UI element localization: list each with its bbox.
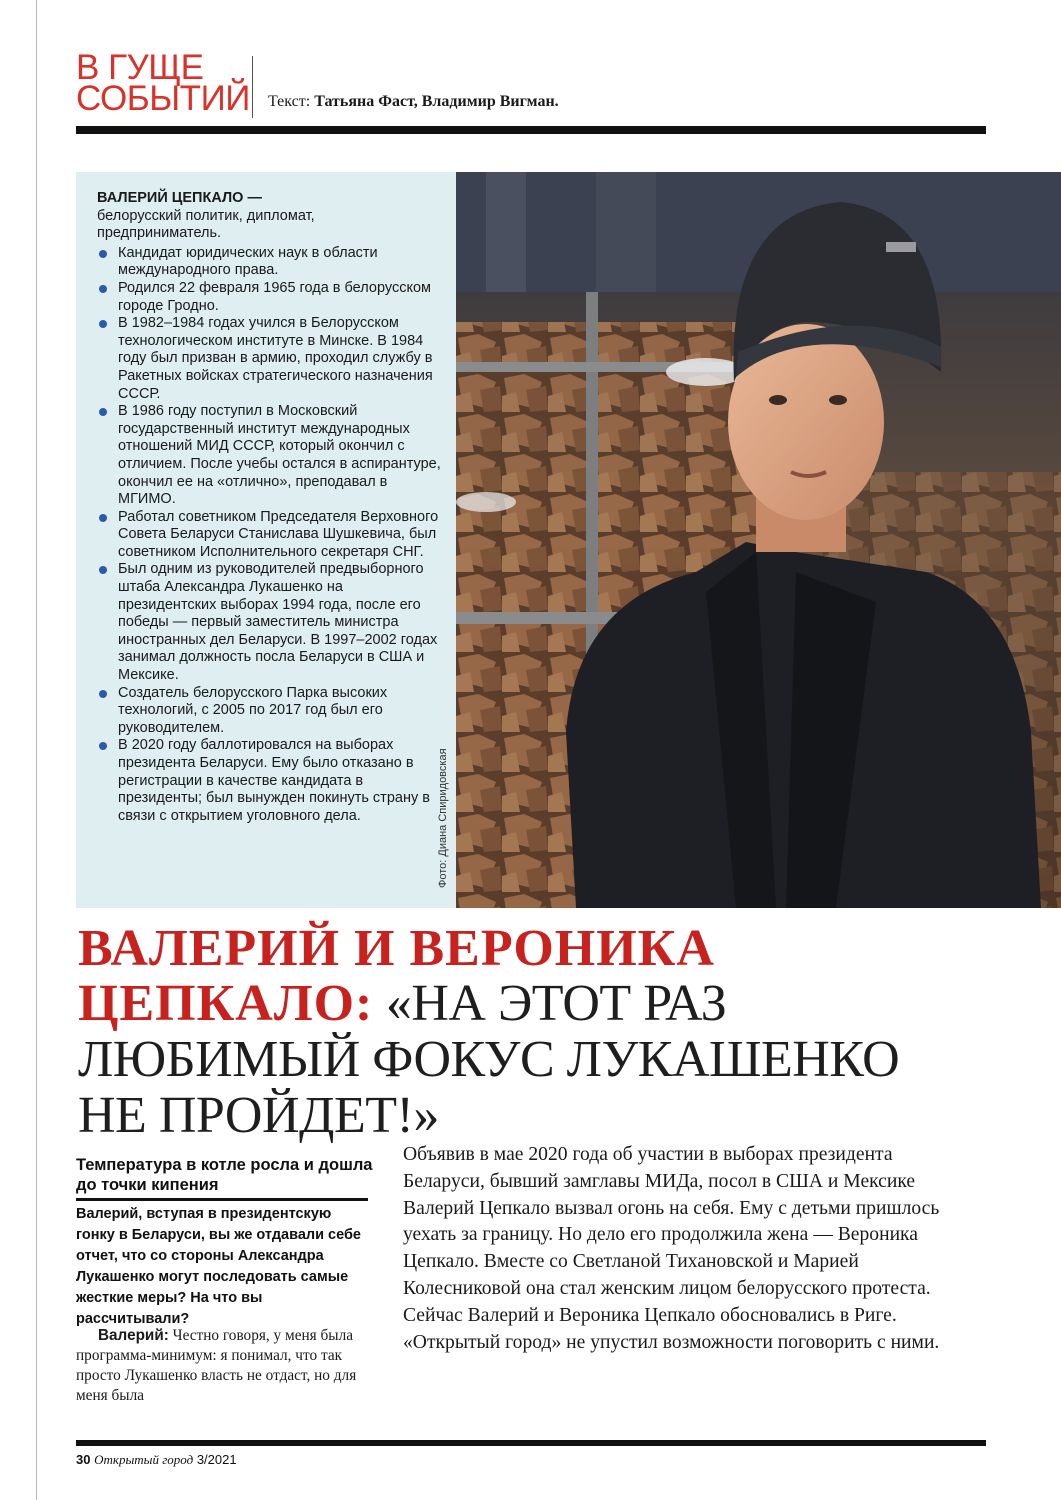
interview-question: Валерий, вступая в президентскую гонку в Беларуси, вы же отдавали себе отчет, что со стороны Александра Лукашенко могут последовать самые жесткие меры? На что вы рассчитывали?: [76, 1206, 362, 1327]
bio-list: [97, 245, 442, 826]
bio-item: Родился 22 февраля 1965 года в белорусском городе Гродно.: [97, 280, 442, 315]
magazine-name: Открытый город: [94, 1452, 194, 1467]
bio-item: В 1986 году поступил в Московский государственный институт международных отношений МИД СССР, который окончил с отличием. После учебы остался в аспирантуре, окончил ее на «отлично», преподавал в МГИМО.: [97, 403, 442, 509]
photo-credit-text: Фото: Диана Спиридовская: [437, 748, 449, 888]
answer-text: Честно говоря, у меня была программа-минимум: я понимал, что так просто Лукашенко власть не отдаст, но для меня была: [76, 1327, 357, 1404]
portrait-illustration: [456, 172, 1061, 908]
bio-box: [76, 172, 456, 908]
rubric-divider: [252, 56, 253, 118]
title-line-3: ЛЮБИМЫЙ ФОКУС ЛУКАШЕНКО: [78, 1031, 900, 1088]
bio-item: Кандидат юридических наук в области международного права.: [97, 245, 442, 280]
bio-item: Работал советником Председателя Верховного Совета Беларуси Станислава Шушкевича, был советником Исполнительного секретаря СНГ.: [97, 509, 442, 562]
footer-bar: [76, 1440, 986, 1446]
bio-item: В 1982–1984 годах учился в Белорусском технологическом институте в Минске. В 1984 году был призван в армию, проходил службу в Ракетных войсках стратегического назначения СССР.: [97, 315, 442, 403]
rubric-line-2: СОБЫТИЙ: [76, 79, 250, 118]
title-name: ЦЕПКАЛО:: [78, 975, 374, 1032]
bio-item: В 2020 году баллотировался на выборах президента Беларуси. Ему было отказано в регистрации в качестве кандидата в президенты; был вынужден покинуть страну в связи с открытием уголовного дела.: [97, 737, 442, 825]
photo-credit: [437, 728, 451, 888]
page-folio: [76, 1452, 237, 1468]
title-quote-start: «НА ЭТОТ РАЗ: [373, 975, 727, 1032]
title-line-4: НЕ ПРОЙДЕТ!»: [78, 1087, 439, 1144]
byline-authors: Татьяна Фаст, Владимир Вигман.: [314, 93, 559, 110]
page-edge-rule: [36, 0, 37, 1500]
title-line-1: ВАЛЕРИЙ И ВЕРОНИКА: [78, 920, 715, 977]
header-bar: [76, 126, 986, 134]
title-line-2: [78, 976, 1018, 1032]
article-title: [78, 922, 1018, 1144]
byline-prefix: Текст:: [268, 93, 311, 110]
article-lead: Объявив в мае 2020 года об участии в выборах президента Беларуси, бывший замглавы МИДа, посол в США и Мексике Валерий Цепкало вызвал огонь на себя. Ему с детьми пришлось уехать за границу. Но дело его продолжила жена — Вероника Цепкало. Вместе со Светланой Тихановской и Марией Колесниковой она стал женским лицом белорусского протеста. Сейчас Валерий и Вероника Цепкало обосновались в Риге. «Открытый город» не упустил возможности поговорить с ними.: [403, 1144, 940, 1353]
portrait-photo: [456, 172, 1061, 908]
subhead-rule: [76, 1198, 368, 1201]
answer-speaker: Валерий:: [98, 1327, 169, 1344]
bio-item: Был одним из руководителей предвыборного штаба Александра Лукашенко на президентских выборах 1994 года, после его победы — первый заместитель министра иностранных дел Беларуси. В 1997–2002 годах занимал должность посла Беларуси в США и Мексике.: [97, 561, 442, 684]
article-subhead: Температура в котле росла и дошла до точки кипения: [76, 1156, 373, 1194]
issue-number: 3/2021: [196, 1452, 237, 1467]
interview-answer: [76, 1326, 374, 1406]
section-rubric: [76, 48, 250, 118]
byline: [268, 93, 559, 111]
rubric-line-1: В ГУЩЕ: [76, 48, 204, 87]
page-number: 30: [76, 1452, 91, 1467]
bio-intro: белорусский политик, дипломат, предприниматель.: [97, 207, 315, 242]
bio-item: Создатель белорусского Парка высоких технологий, с 2005 по 2017 год был его руководителем.: [97, 685, 442, 738]
bio-name: ВАЛЕРИЙ ЦЕПКАЛО —: [97, 190, 262, 206]
